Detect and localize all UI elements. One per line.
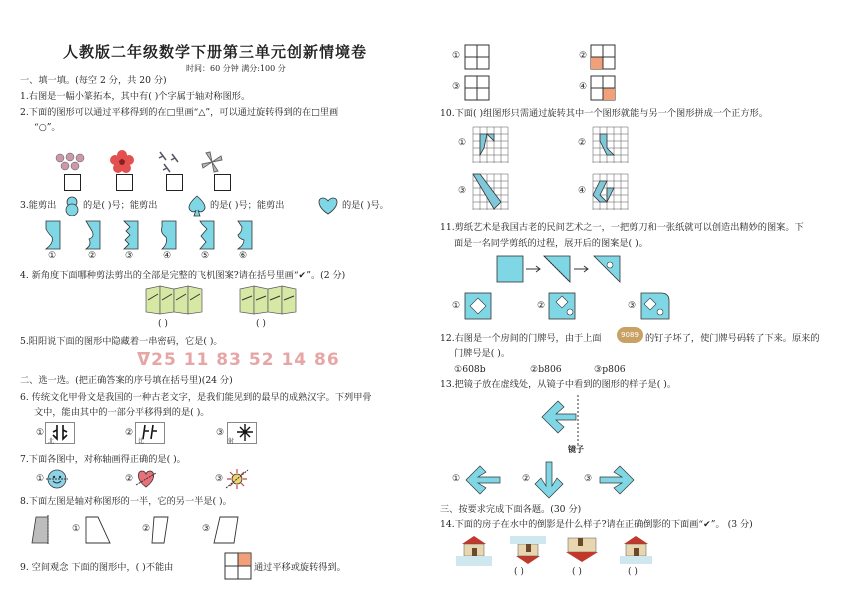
red-flower-icon	[110, 150, 134, 173]
q7-sun-icon	[225, 468, 249, 490]
question-4: 4. 新角度下面哪种剪法剪出的全部是完整的飞机图案?请在括号里画“✔”。(2 分)	[20, 270, 346, 281]
q11-option-2	[548, 292, 576, 320]
q3-label-6: ⑥	[239, 251, 248, 261]
question-2-line2: “○”。	[34, 122, 61, 133]
q10-grid-4	[592, 173, 630, 211]
q7-label-3: ③	[215, 474, 224, 484]
q3-label-4: ④	[163, 251, 172, 261]
q9-label-4: ④	[579, 82, 588, 92]
q6-char-3: 射	[228, 438, 235, 445]
windmill-icon	[202, 152, 222, 172]
subtitle: 时间：60 分钟 满分:100 分	[186, 64, 286, 73]
question-11-line2: 面是一名同学剪纸的过程，展开后的图案是( )。	[454, 238, 648, 249]
question-7: 7.下面各图中，对称轴画得正确的是( )。	[20, 454, 186, 465]
q2-answer-box-4[interactable]	[214, 174, 231, 191]
question-13: 13.把镜子放在虚线处，从镜子中看到的图形的样子是( )。	[440, 379, 677, 390]
q13-option-2-arrow	[532, 460, 566, 500]
q9-option-2-square	[590, 44, 616, 70]
question-8: 8.下面左图是轴对称图形的一半，它的另一半是( )。	[20, 496, 232, 507]
q7-smiley-icon	[46, 468, 68, 490]
q13-label-1: ①	[452, 474, 461, 484]
q3-text-1: 3.能剪出	[20, 200, 57, 211]
q8-label-1: ①	[72, 524, 81, 534]
q7-label-2: ②	[125, 474, 134, 484]
q8-label-2: ②	[142, 524, 151, 534]
q6-label-1: ①	[36, 428, 45, 438]
question-11-line1: 11.剪纸艺术是我国古老的民间艺术之一，一把剪刀和一张纸就可以创造出精妙的图案。下	[440, 222, 804, 233]
flower-cluster-icon	[56, 153, 84, 170]
q11-label-2: ②	[537, 301, 546, 311]
q10-grid-2	[592, 126, 630, 164]
q11-option-1	[464, 292, 492, 320]
question-6-line2: 文中，能由其中的一部分平移得到的是( )。	[34, 407, 210, 418]
q13-option-1-arrow	[464, 463, 504, 497]
q9-label-3: ③	[452, 82, 461, 92]
q3-text-4: 的是( )号。	[342, 200, 389, 211]
q3-label-2: ②	[88, 251, 97, 261]
q14-answer-paren-1[interactable]: ( )	[514, 567, 524, 577]
q9-label-2: ②	[579, 51, 588, 61]
q3-text-2: 的是( )号；能剪出	[83, 200, 158, 211]
house-icon	[456, 536, 492, 566]
q11-label-3: ③	[628, 301, 637, 311]
q6-char-1: 北	[48, 438, 55, 445]
q11-label-1: ①	[452, 301, 461, 311]
q3-text-3: 的是( )号；能剪出	[210, 200, 285, 211]
question-9-part2: 通过平移或旋转得到。	[254, 562, 346, 573]
q14-answer-paren-3[interactable]: ( )	[628, 567, 638, 577]
question-9-part1: 9. 空间观念 下面的图形中，( )不能由	[20, 562, 174, 573]
q4-folded-paper-figures	[144, 285, 304, 317]
question-10: 10.下面( )组图形只需通过旋转其中一个图形就能与另一个图形拼成一个正方形。	[440, 108, 768, 119]
q10-grid-1	[472, 126, 510, 164]
q14-house-reflections	[456, 534, 666, 568]
q7-label-1: ①	[36, 474, 45, 484]
q9-reference-square	[224, 552, 252, 580]
section-2-heading: 二、选一选。(把正确答案的序号填在括号里)(24 分)	[20, 375, 233, 386]
q12-option-1: ①608b	[454, 364, 486, 375]
q4-answer-paren-2[interactable]: ( )	[256, 319, 266, 329]
question-1: 1.右图是一幅小篆拓本，其中有( )个字属于轴对称图形。	[20, 91, 251, 102]
q13-arrow-figure	[540, 398, 580, 436]
q10-label-1: ①	[458, 138, 467, 148]
q10-label-4: ④	[578, 186, 587, 196]
q12-option-2: ②b806	[530, 364, 562, 375]
section-3-heading: 三、按要求完成下面各题。(30 分)	[440, 504, 582, 515]
q7-heart-icon	[134, 468, 158, 490]
q10-grid-3	[472, 173, 510, 211]
q6-label-3: ③	[216, 428, 225, 438]
q13-mirror-line	[575, 395, 581, 445]
q3-heart-shape-icon	[315, 196, 341, 216]
question-6-line1: 6. 传统文化甲骨文是我国的一种古老文字，是我们能见到的最早的成熟汉字。下列甲骨	[20, 392, 372, 403]
q9-option-1-square	[464, 44, 490, 70]
q3-label-5: ⑤	[201, 251, 210, 261]
q11-option-3	[640, 292, 670, 320]
question-12-part1: 12.右图是一个房间的门牌号，由于上面	[440, 333, 602, 344]
q12-door-plate: 9089	[617, 327, 643, 343]
q9-option-4-square	[590, 75, 616, 101]
q13-label-2: ②	[522, 474, 531, 484]
q10-label-3: ③	[458, 186, 467, 196]
q3-spade-shape-icon	[185, 195, 209, 217]
q9-option-3-square	[464, 75, 490, 101]
q2-answer-box-3[interactable]	[166, 174, 183, 191]
q8-option-2-shape	[150, 515, 180, 545]
q2-figures	[52, 150, 242, 175]
q13-label-3: ③	[584, 474, 593, 484]
question-2-line1: 2.下面的图形可以通过平移得到的在□里画“△”，可以通过旋转得到的在□里画	[20, 107, 339, 118]
airplanes-icon	[159, 152, 178, 172]
q6-char-2: 比	[138, 438, 145, 445]
q2-answer-box-1[interactable]	[64, 174, 81, 191]
q11-folding-process	[496, 255, 636, 283]
q14-answer-paren-2[interactable]: ( )	[572, 567, 582, 577]
question-14: 14.下面的房子在水中的倒影是什么样子?请在正确倒影的下面画“✔”。 (3 分)	[440, 519, 753, 530]
q2-answer-box-2[interactable]	[116, 174, 133, 191]
section-1-heading: 一、填一填。(每空 2 分，共 20 分)	[20, 75, 167, 86]
q3-label-1: ①	[48, 251, 57, 261]
q3-cut-paper-options	[44, 220, 254, 250]
q10-label-2: ②	[578, 138, 587, 148]
q4-answer-paren-1[interactable]: ( )	[158, 319, 168, 329]
q5-hidden-code: ᐁ25 11 83 52 14 86	[137, 350, 340, 370]
q3-gourd-shape-icon	[62, 196, 82, 216]
page-title: 人教版二年级数学下册第三单元创新情境卷	[62, 43, 367, 61]
q9-label-1: ①	[452, 51, 461, 61]
q13-option-3-arrow	[596, 463, 636, 497]
q13-mirror-label: 镜子	[568, 444, 584, 454]
question-5: 5.阳阳说下面的图形中隐藏着一串密码，它是( )。	[20, 336, 223, 347]
q12-option-3: ③p806	[594, 364, 626, 375]
question-12-part2: 的钉子坏了，使门牌号码转了下来。原来的	[645, 333, 820, 344]
q8-label-3: ③	[202, 524, 211, 534]
q3-label-3: ③	[125, 251, 134, 261]
question-12-line2: 门牌号是( )。	[454, 348, 511, 359]
q8-option-3-shape	[212, 515, 242, 545]
q6-label-2: ②	[125, 428, 134, 438]
q8-option-1-shape	[84, 515, 114, 545]
q8-half-shape	[30, 515, 60, 545]
